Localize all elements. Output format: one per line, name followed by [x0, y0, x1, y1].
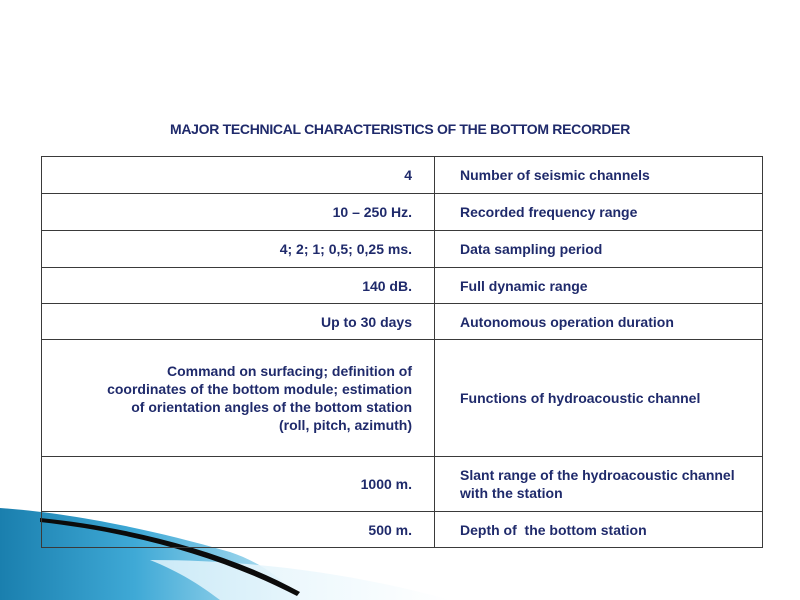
spec-parameter: Depth of the bottom station [435, 512, 763, 548]
spec-parameter: Recorded frequency range [435, 194, 763, 231]
spec-parameter: Data sampling period [435, 231, 763, 268]
table-row [42, 512, 763, 548]
table-row [42, 157, 763, 194]
table-row [42, 340, 763, 457]
spec-value: 140 dB. [42, 268, 435, 304]
table-row [42, 304, 763, 340]
slide-title: MAJOR TECHNICAL CHARACTERISTICS OF THE BOTTOM RECORDER [169, 121, 631, 137]
spec-value: Command on surfacing; definition of coordinates of the bottom module; estimation of orientation angles of the bottom station (roll, pitch, azimuth) [42, 340, 435, 457]
spec-value: 4 [42, 157, 435, 194]
spec-value: 500 m. [42, 512, 435, 548]
spec-parameter: Number of seismic channels [435, 157, 763, 194]
table-row [42, 231, 763, 268]
spec-parameter: Functions of hydroacoustic channel [435, 340, 763, 457]
spec-value: 1000 m. [42, 457, 435, 512]
specifications-table [41, 156, 763, 548]
spec-parameter: Autonomous operation duration [435, 304, 763, 340]
spec-parameter: Full dynamic range [435, 268, 763, 304]
table-row [42, 457, 763, 512]
spec-value: Up to 30 days [42, 304, 435, 340]
spec-parameter: Slant range of the hydroacoustic channel with the station [435, 457, 763, 512]
table-row [42, 194, 763, 231]
spec-value: 10 – 250 Hz. [42, 194, 435, 231]
table-row [42, 268, 763, 304]
spec-value: 4; 2; 1; 0,5; 0,25 ms. [42, 231, 435, 268]
